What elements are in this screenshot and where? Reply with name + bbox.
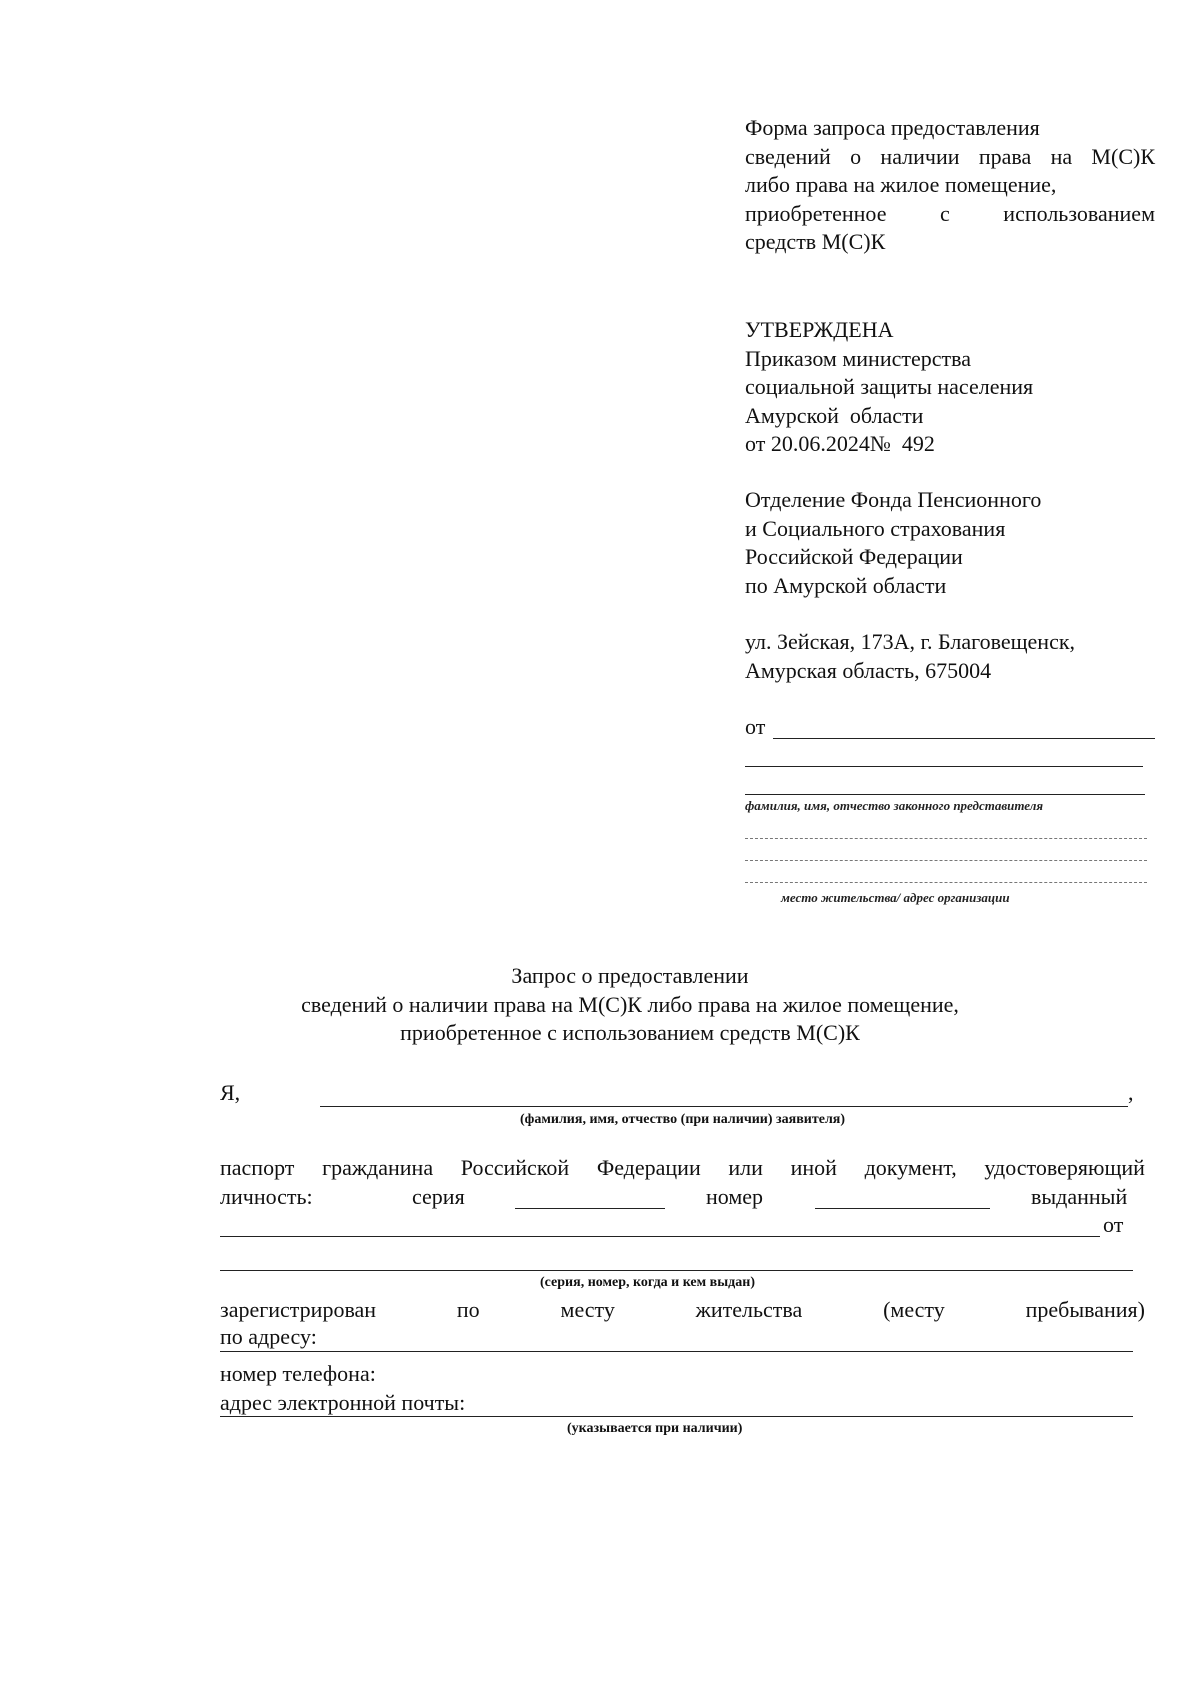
approval-line: Амурской области (745, 402, 924, 428)
registration-address-label: по адресу: (220, 1324, 317, 1349)
registration-word: пребывания) (1025, 1297, 1145, 1322)
recipient-block (745, 486, 1155, 600)
form-title-line: сведений о наличии права на М(С)К (745, 143, 1155, 169)
sender-name-field-line[interactable] (773, 738, 1155, 739)
recipient-line: по Амурской области (745, 572, 947, 598)
passport-from-label: от (1103, 1212, 1124, 1237)
approval-line: социальной защиты населения (745, 374, 1034, 399)
issued-label: выданный (1031, 1184, 1128, 1209)
sender-address-hint: место жительства/ адрес организации (781, 890, 1010, 905)
passport-caption: (серия, номер, когда и кем выдан) (540, 1275, 755, 1290)
sender-name-field-line[interactable] (745, 794, 1145, 795)
registration-word: месту (560, 1297, 615, 1322)
passport-number-field-line[interactable] (815, 1208, 990, 1209)
passport-series-field-line[interactable] (515, 1208, 665, 1209)
registration-word: по (456, 1297, 480, 1322)
approval-block (745, 316, 1155, 459)
passport-word: паспорт (220, 1155, 295, 1180)
passport-word: Российской (460, 1155, 570, 1180)
passport-word: или (728, 1155, 763, 1180)
request-title-line: Запрос о предоставлении (511, 963, 749, 988)
approval-order-date: от 20.06.2024№ 492 (745, 431, 935, 456)
passport-word: документ, (864, 1155, 957, 1180)
sender-name-field-line[interactable] (745, 766, 1143, 767)
recipient-line: и Социального страхования (745, 515, 1006, 541)
passport-word: иной (790, 1155, 837, 1180)
registration-word: (месту (883, 1297, 945, 1322)
registration-address-field-line[interactable] (220, 1351, 1133, 1352)
contacts-field-line[interactable] (220, 1416, 1133, 1417)
identity-label: личность: (220, 1184, 313, 1209)
passport-word: удостоверяющий (984, 1155, 1145, 1180)
request-title-line: приобретенное с использованием средств М(С)К (400, 1020, 860, 1045)
request-title-block (200, 962, 1060, 1048)
sender-address-field-line[interactable] (745, 860, 1147, 861)
passport-word: гражданина (322, 1155, 434, 1180)
recipient-line: Российской Федерации (745, 544, 963, 569)
applicant-comma: , (1128, 1080, 1134, 1105)
address-line: Амурская область, 675004 (745, 657, 992, 683)
request-title-line: сведений о наличии права на М(С)К либо права на жилое помещение, (301, 991, 959, 1017)
form-title-line: либо права на жилое помещение, (745, 172, 1057, 197)
passport-issued-by-field-line[interactable] (220, 1236, 1100, 1237)
sender-address-field-line[interactable] (745, 838, 1147, 839)
form-title-line: средств М(С)К (745, 229, 886, 254)
email-label: адрес электронной почты: (220, 1390, 466, 1415)
passport-word: Федерации (596, 1155, 701, 1180)
approval-heading: УТВЕРЖДЕНА (745, 317, 894, 342)
applicant-name-field-line[interactable] (320, 1106, 1128, 1107)
number-label: номер (706, 1184, 764, 1209)
passport-details-field-line[interactable] (220, 1270, 1133, 1271)
phone-label: номер телефона: (220, 1361, 376, 1386)
registration-word: зарегистрирован (220, 1297, 377, 1322)
approval-line: Приказом министерства (745, 345, 971, 371)
sender-block (745, 714, 1155, 914)
applicant-name-caption: (фамилия, имя, отчество (при наличии) заявителя) (520, 1112, 846, 1127)
sender-address-field-line[interactable] (745, 882, 1147, 883)
form-title-line: приобретенное с использованием (745, 200, 1155, 226)
sender-from-label: от (745, 714, 766, 739)
registration-line-1 (220, 1297, 1145, 1323)
sender-name-hint: фамилия, имя, отчество законного представителя (745, 798, 1044, 813)
series-label: серия (412, 1184, 465, 1209)
recipient-line: Отделение Фонда Пенсионного (745, 487, 1042, 512)
address-line: ул. Зейская, 173А, г. Благовещенск, (745, 629, 1076, 654)
form-title-line: Форма запроса предоставления (745, 115, 1040, 140)
registration-word: жительства (695, 1297, 803, 1322)
contacts-caption: (указывается при наличии) (567, 1421, 743, 1436)
applicant-i-label: Я, (220, 1080, 241, 1105)
form-title-block (745, 114, 1155, 257)
recipient-address-block (745, 628, 1155, 685)
passport-line-1 (220, 1155, 1145, 1181)
